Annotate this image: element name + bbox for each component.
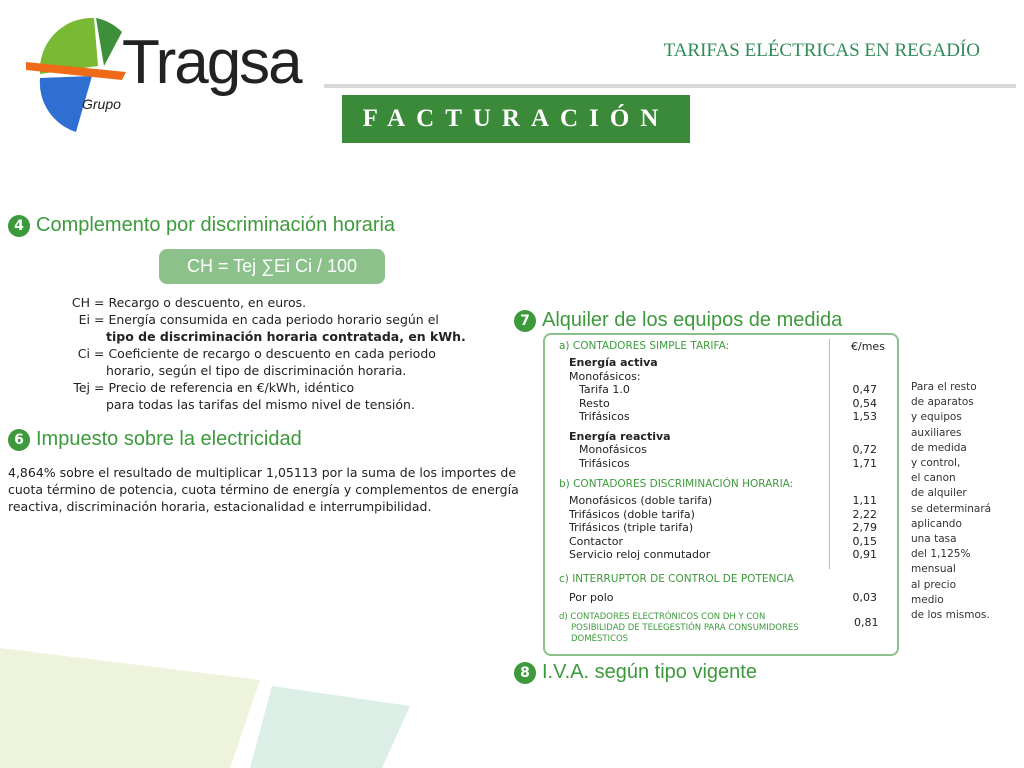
a-block	[569, 356, 877, 470]
banner-text: FACTURACIÓN	[362, 105, 670, 132]
header-rule	[324, 84, 1016, 88]
a-heading: a) CONTADORES SIMPLE TARIFA:	[559, 340, 730, 352]
table-row: Monofásicos 0,72	[579, 443, 877, 456]
monofasicos-label: Monofásicos:	[569, 369, 641, 383]
table-row: Contactor 0,15	[569, 534, 877, 548]
section-7-heading: Alquiler de los equipos de medida	[542, 309, 843, 331]
logo-mark-icon	[22, 14, 132, 136]
definition-ci-cont: horario, según el tipo de discriminación horaria.	[106, 363, 407, 378]
definition-ch: CH = Recargo o descuento, en euros.	[71, 295, 307, 310]
table-row: Por polo 0,03	[569, 591, 877, 604]
table-row: Trifásicos (triple tarifa) 2,79	[569, 521, 877, 534]
rental-note: Para el resto de aparatos y equipos auxiliares de medida y control, el canon de alquiler se determinará aplicando una tasa del 1,125% mensual al precio medio de los mismos.	[911, 381, 992, 622]
section-6-body: 4,864% sobre el resultado de multiplicar 1,05113 por la suma de los importes de cuota término de potencia, cuota término de energía y complementos de energía reactiva, discriminación horaria, estacionalidad e interrumpibilidad.	[8, 465, 519, 514]
rental-table	[543, 333, 899, 656]
definition-tej: Tej = Precio de referencia en €/kWh, idéntico	[73, 380, 355, 395]
section-4-title	[8, 214, 395, 237]
section-4-number: 4	[8, 215, 30, 237]
formula-box	[159, 249, 385, 284]
d-heading: d) CONTADORES ELECTRÓNICOS CON DH Y CON POSIBILIDAD DE TELEGESTIÓN PARA CONSUMIDORES DOMÉSTICOS	[559, 612, 799, 644]
definition-ci: Ci = Coeficiente de recargo o descuento en cada periodo	[77, 346, 436, 361]
table-row: Trifásicos 1,71	[579, 456, 877, 470]
definition-tej-cont: para todas las tarifas del mismo nivel de tensión.	[106, 397, 415, 412]
brand-sub: Grupo	[82, 96, 121, 112]
brand-name: Tragsa	[122, 28, 301, 97]
b-heading: b) CONTADORES DISCRIMINACIÓN HORARIA:	[559, 478, 794, 490]
table-row: Resto 0,54	[579, 396, 877, 410]
tragsa-logo	[22, 14, 301, 136]
section-7-title	[514, 309, 842, 332]
definition-ei: Ei = Energía consumida en cada periodo horario según el	[78, 312, 439, 327]
formula-text: CH = Tej ∑Ei Ci / 100	[186, 256, 358, 276]
table-row: Servicio reloj conmutador 0,91	[569, 548, 877, 561]
section-6-heading: Impuesto sobre la electricidad	[36, 428, 302, 450]
decorative-shapes	[0, 640, 1024, 768]
table-row: Trifásicos 1,53	[579, 410, 877, 423]
definition-ei-cont: tipo de discriminación horaria contratada, en kWh.	[106, 329, 466, 344]
d-value: 0,81	[854, 616, 879, 629]
c-heading: c) INTERRUPTOR DE CONTROL DE POTENCIA	[559, 573, 794, 585]
section-4-heading: Complemento por discriminación horaria	[36, 214, 396, 236]
reactiva-label: Energía reactiva	[569, 429, 671, 443]
section-6-title	[8, 428, 302, 451]
definitions-list	[46, 294, 466, 413]
section-8-number: 8	[514, 662, 536, 684]
b-block	[569, 494, 877, 562]
section-6-number: 6	[8, 429, 30, 451]
table-row: Tarifa 1.0 0,47	[579, 383, 877, 396]
section-7-number: 7	[514, 310, 536, 332]
section-8-heading: I.V.A. según tipo vigente	[542, 661, 757, 683]
c-block	[569, 591, 877, 605]
facturacion-banner	[342, 95, 690, 143]
unit-label: €/mes	[851, 340, 885, 353]
table-row: Trifásicos (doble tarifa) 2,22	[569, 507, 877, 521]
activa-label: Energía activa	[569, 356, 658, 369]
page-title: TARIFAS ELÉCTRICAS EN REGADÍO	[663, 40, 980, 61]
table-row: Monofásicos (doble tarifa) 1,11	[569, 494, 877, 507]
